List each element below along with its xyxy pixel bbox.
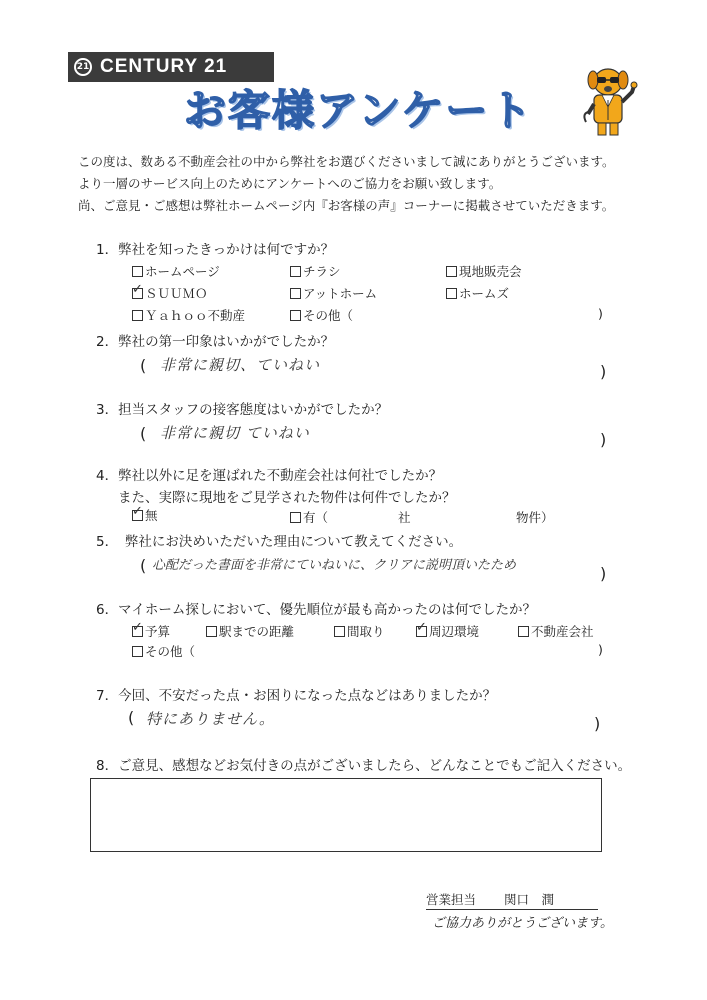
- q5-open-paren: (: [140, 556, 147, 575]
- checkbox-icon: [290, 288, 301, 299]
- q6-question: 6．マイホーム探しにおいて、優先順位が最も高かったのは何でしたか？: [96, 602, 537, 618]
- closing-message: ご協力ありがとうございます。: [432, 916, 613, 931]
- q3-open-paren: (: [140, 424, 147, 443]
- comment-box[interactable]: [90, 778, 602, 852]
- sales-staff: [426, 890, 598, 910]
- q1-option-other[interactable]: その他（: [290, 306, 353, 324]
- q2-open-paren: (: [140, 356, 147, 375]
- q5-answer[interactable]: 心配だった書面を非常にていねいに、クリアに説明頂いたため: [152, 558, 517, 573]
- checkbox-icon: [132, 310, 143, 321]
- checkbox-icon: [132, 266, 143, 277]
- checkbox-icon: [446, 266, 457, 277]
- q6-option-budget[interactable]: ✓ 予算: [132, 619, 171, 639]
- q4-option-yes[interactable]: 有（: [290, 508, 328, 526]
- q2-question: 2．弊社の第一印象はいかがでしたか？: [96, 334, 335, 350]
- logo-mark: 21: [74, 58, 92, 76]
- checkbox-icon: [290, 310, 301, 321]
- q7-close-paren: ): [594, 714, 601, 733]
- q1-option-flyer[interactable]: チラシ: [290, 262, 341, 280]
- q1-option-yahoo[interactable]: Ｙａｈｏｏ不動産: [132, 306, 245, 324]
- checkbox-checked-icon: ✓: [132, 619, 143, 635]
- q1-question: 1．弊社を知ったきっかけは何ですか？: [96, 242, 335, 258]
- q1-other-close-paren: ): [598, 306, 603, 321]
- q4-question: 4．弊社以外に足を運ばれた不動産会社は何社でしたか？: [96, 468, 443, 484]
- intro-line-2: より一層のサービス向上のためにアンケートへのご協力をお願い致します。: [78, 176, 502, 191]
- staff-label: 営業担当: [426, 892, 477, 907]
- q4-unit-company: 社: [398, 510, 411, 525]
- q7-open-paren: (: [128, 708, 135, 727]
- intro-line-3: 尚、ご意見・ご感想は弊社ホームページ内『お客様の声』コーナーに掲載させていただきます。: [78, 198, 615, 213]
- page-title: お客様アンケート: [184, 86, 534, 135]
- q6-option-station-distance[interactable]: 駅までの距離: [206, 622, 294, 640]
- q6-other-close-paren: ): [598, 642, 603, 657]
- intro-line-1: この度は、数ある不動産会社の中から弊社をお選びくださいまして誠にありがとうございます。: [78, 154, 615, 169]
- q3-close-paren: ): [600, 430, 607, 449]
- q1-option-homepage[interactable]: ホームページ: [132, 262, 220, 280]
- q3-answer[interactable]: 非常に親切 ていねい: [160, 424, 310, 442]
- q8-question: 8．ご意見、感想などお気付きの点がございましたら、どんなことでもご記入ください。: [96, 758, 632, 774]
- q4-unit-property: 物件）: [516, 510, 554, 525]
- q5-question: 5． 弊社にお決めいただいた理由について教えてください。: [96, 534, 463, 550]
- mascot-dog-icon: [578, 62, 638, 142]
- q5-close-paren: ): [600, 564, 607, 583]
- staff-name: 関口 潤: [503, 892, 554, 907]
- checkbox-icon: [132, 646, 143, 657]
- checkbox-icon: [518, 626, 529, 637]
- q7-answer[interactable]: 特にありません。: [146, 710, 275, 728]
- q7-question: 7．今回、不安だった点・お困りになった点などはありましたか？: [96, 688, 497, 704]
- checkbox-icon: [290, 512, 301, 523]
- checkbox-icon: [446, 288, 457, 299]
- checkbox-icon: [290, 266, 301, 277]
- checkbox-checked-icon: ✓: [132, 281, 143, 297]
- q6-option-surroundings[interactable]: ✓ 周辺環境: [416, 619, 480, 639]
- checkbox-checked-icon: ✓: [416, 619, 427, 635]
- checkbox-checked-icon: ✓: [132, 503, 143, 519]
- q1-option-open-house[interactable]: 現地販売会: [446, 262, 522, 280]
- q4-option-none[interactable]: ✓ 無: [132, 503, 158, 523]
- q1-option-athome[interactable]: アットホーム: [290, 284, 377, 302]
- checkbox-icon: [206, 626, 217, 637]
- checkbox-icon: [334, 626, 345, 637]
- q6-option-other[interactable]: その他（: [132, 642, 195, 660]
- q3-question: 3．担当スタッフの接客態度はいかがでしたか？: [96, 402, 389, 418]
- q2-close-paren: ): [600, 362, 607, 381]
- q6-option-floor-plan[interactable]: 間取り: [334, 622, 385, 640]
- q6-option-real-estate-company[interactable]: 不動産会社: [518, 622, 594, 640]
- logo-text: CENTURY 21: [100, 56, 228, 77]
- q2-answer[interactable]: 非常に親切、ていねい: [160, 356, 321, 374]
- q1-option-suumo[interactable]: ✓ ＳＵＵＭＯ: [132, 281, 208, 301]
- q4-question-2: また、実際に現地をご見学された物件は何件でしたか？: [118, 490, 456, 506]
- q1-option-homes[interactable]: ホームズ: [446, 284, 509, 302]
